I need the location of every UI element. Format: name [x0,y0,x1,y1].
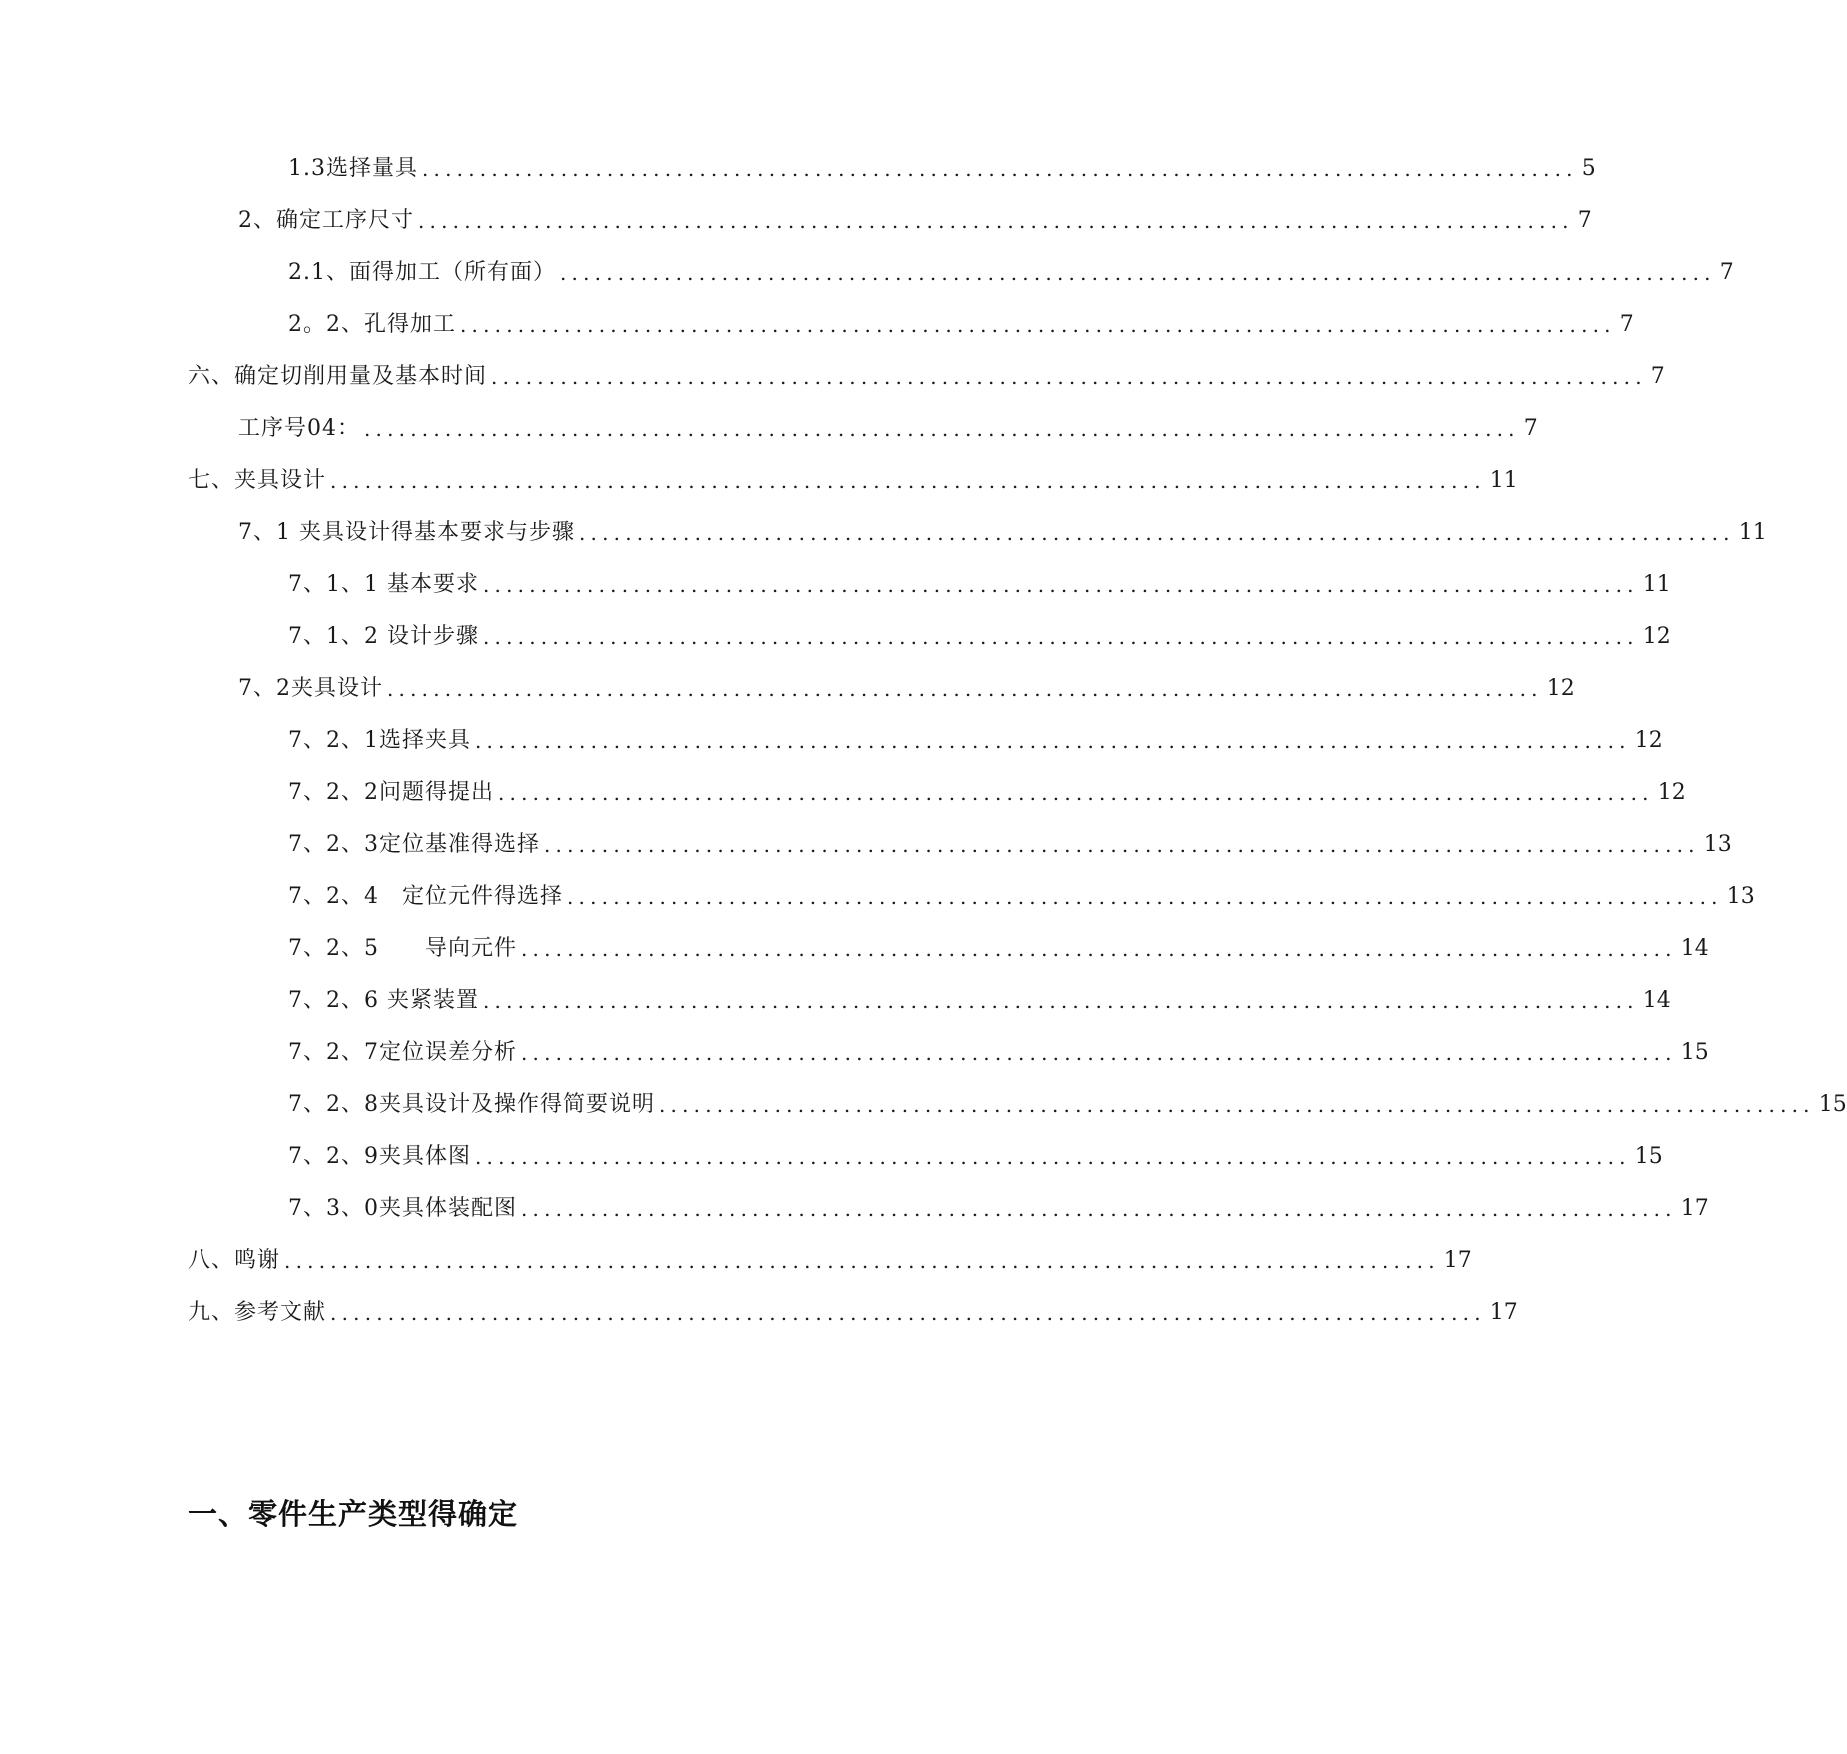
toc-entry-page: 7 [1577,208,1592,233]
toc-entry[interactable] [288,932,1709,966]
toc-leader-dots: .................................................................................................... [483,989,1639,1013]
toc-leader-dots: .................................................................................................... [364,417,1520,441]
toc-leader-dots: .................................................................................................... [475,1145,1631,1169]
toc-entry-page: 17 [1680,1196,1709,1221]
toc-entry-page: 7 [1650,364,1665,389]
toc-entry[interactable] [288,152,1596,186]
toc-entry-page: 17 [1443,1248,1472,1273]
toc-entry[interactable] [288,308,1634,342]
toc-leader-dots: .................................................................................................... [659,1093,1815,1117]
toc-entry-label: 2.1、面得加工（所有面） [288,260,556,285]
toc-leader-dots: .................................................................................................... [567,885,1723,909]
toc-entry[interactable] [238,204,1592,238]
toc-leader-dots: .................................................................................................... [475,729,1631,753]
toc-leader-dots: .................................................................................................... [460,313,1616,337]
toc-entry[interactable] [188,1296,1518,1330]
toc-entry-label: 7、2、8夹具设计及操作得简要说明 [288,1092,655,1117]
toc-entry-label: 2。2、孔得加工 [288,312,456,337]
toc-entry-page: 5 [1581,156,1596,181]
toc-entry-label: 7、2、6 夹紧装置 [288,988,479,1013]
toc-entry-label: 7、2夹具设计 [238,676,383,701]
toc-leader-dots: .................................................................................................... [521,937,1677,961]
toc-entry-label: 1.3选择量具 [288,156,418,181]
toc-entry-label: 九、参考文献 [188,1300,327,1325]
toc-entry-page: 15 [1634,1144,1663,1169]
toc-entry-page: 7 [1619,312,1634,337]
toc-leader-dots: .................................................................................................... [544,833,1700,857]
toc-entry[interactable] [288,724,1663,758]
toc-entry-label: 八、鸣谢 [188,1248,281,1273]
toc-entry[interactable] [288,776,1686,810]
toc-entry-page: 11 [1489,468,1518,493]
toc-leader-dots: .................................................................................................... [521,1041,1677,1065]
toc-entry-label: 七、夹具设计 [188,468,327,493]
toc-leader-dots: .................................................................................................... [483,573,1639,597]
toc-entry-label: 7、2、1选择夹具 [288,728,471,753]
toc-entry[interactable] [188,464,1518,498]
toc-leader-dots: .................................................................................................... [387,677,1543,701]
toc-entry-label: 7、2、7定位误差分析 [288,1040,517,1065]
toc-entry-label: 7、1 夹具设计得基本要求与步骤 [238,520,575,545]
toc-leader-dots: .................................................................................................... [498,781,1654,805]
toc-entry-page: 11 [1642,572,1671,597]
toc-leader-dots: .................................................................................................... [579,521,1735,545]
toc-entry[interactable] [288,620,1671,654]
toc-leader-dots: .................................................................................................... [330,469,1486,493]
toc-leader-dots: .................................................................................................... [422,157,1578,181]
toc-entry[interactable] [288,256,1734,290]
toc-entry-label: 7、2、3定位基准得选择 [288,832,540,857]
toc-entry-page: 12 [1642,624,1671,649]
toc-leader-dots: .................................................................................................... [418,209,1574,233]
toc-entry-page: 12 [1634,728,1663,753]
toc-entry-label: 2、确定工序尺寸 [238,208,414,233]
toc-leader-dots: .................................................................................................... [560,261,1716,285]
toc-entry-label: 7、1、2 设计步骤 [288,624,479,649]
toc-entry-page: 12 [1546,676,1575,701]
toc-entry[interactable] [288,568,1671,602]
toc-entry[interactable] [288,984,1671,1018]
toc-entry[interactable] [188,1244,1472,1278]
toc-entry-label: 7、1、1 基本要求 [288,572,479,597]
toc-entry[interactable] [288,1088,1847,1122]
toc-entry-page: 13 [1726,884,1755,909]
toc-entry-label: 7、3、0夹具体装配图 [288,1196,517,1221]
toc-entry-page: 17 [1489,1300,1518,1325]
toc-entry-label: 7、2、5 导向元件 [288,936,517,961]
toc-entry-page: 15 [1818,1092,1847,1117]
toc-entry-label: 7、2、2问题得提出 [288,780,494,805]
toc-entry-page: 14 [1642,988,1671,1013]
toc-entry[interactable] [238,412,1538,446]
toc-entry[interactable] [238,516,1767,550]
toc-entry-label: 工序号04： [238,416,360,441]
toc-entry[interactable] [238,672,1575,706]
section-heading: 一、零件生产类型得确定 [188,1497,519,1531]
toc-leader-dots: .................................................................................................... [483,625,1639,649]
toc-entry[interactable] [288,880,1755,914]
toc-entry-page: 13 [1703,832,1732,857]
toc-leader-dots: .................................................................................................... [330,1301,1486,1325]
toc-leader-dots: .................................................................................................... [521,1197,1677,1221]
toc-entry[interactable] [188,360,1665,394]
toc-entry-label: 7、2、9夹具体图 [288,1144,471,1169]
toc-leader-dots: .................................................................................................... [491,365,1647,389]
toc-entry[interactable] [288,828,1732,862]
toc-entry[interactable] [288,1192,1709,1226]
toc-entry-label: 六、确定切削用量及基本时间 [188,364,488,389]
toc-leader-dots: .................................................................................................... [284,1249,1440,1273]
toc-entry[interactable] [288,1140,1663,1174]
toc-entry-page: 15 [1680,1040,1709,1065]
toc-entry-page: 7 [1523,416,1538,441]
toc-entry-page: 14 [1680,936,1709,961]
toc-entry-page: 7 [1719,260,1734,285]
toc-entry-page: 12 [1657,780,1686,805]
toc-entry-page: 11 [1738,520,1767,545]
toc-entry[interactable] [288,1036,1709,1070]
toc-entry-label: 7、2、4 定位元件得选择 [288,884,563,909]
